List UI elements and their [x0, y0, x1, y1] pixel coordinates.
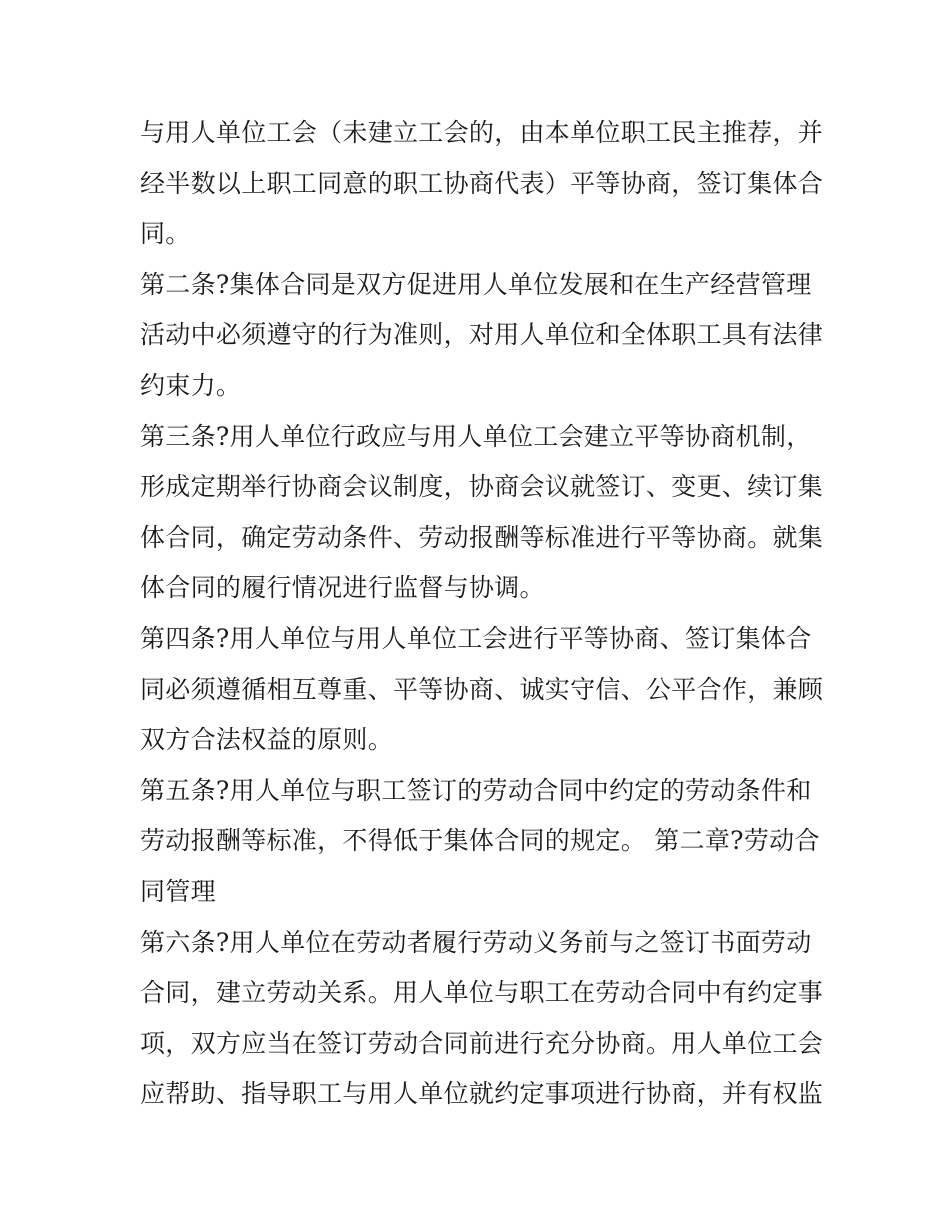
text-line: 合同，建立劳动关系。用人单位与职工在劳动合同中有约定事 [140, 978, 824, 1008]
text-line: 经半数以上职工同意的职工协商代表）平等协商，签订集体合 [140, 168, 824, 198]
text-line: 同。 [140, 219, 191, 249]
text-line: 第六条?用人单位在劳动者履行劳动义务前与之签订书面劳动 [140, 927, 812, 957]
text-line: 劳动报酬等标准，不得低于集体合同的规定。 第二章?劳动合 [140, 826, 820, 856]
text-line: 体合同，确定劳动条件、劳动报酬等标准进行平等协商。就集 [140, 522, 824, 552]
text-line: 约束力。 [140, 370, 242, 400]
text-line: 与用人单位工会（未建立工会的，由本单位职工民主推荐，并 [140, 118, 824, 147]
text-line: 形成定期举行协商会议制度，协商会议就签订、变更、续订集 [140, 472, 824, 502]
text-line: 活动中必须遵守的行为准则，对用人单位和全体职工具有法律 [140, 320, 824, 350]
text-line: 双方合法权益的原则。 [140, 725, 394, 755]
text-line: 应帮助、指导职工与用人单位就约定事项进行协商，并有权监 [140, 1079, 824, 1109]
text-line: 体合同的履行情况进行监督与协调。 [140, 573, 545, 603]
text-line: 项，双方应当在签订劳动合同前进行充分协商。用人单位工会 [140, 1028, 824, 1058]
text-line: 第三条?用人单位行政应与用人单位工会建立平等协商机制， [140, 421, 812, 451]
text-line: 同必须遵循相互尊重、平等协商、诚实守信、公平合作，兼顾 [140, 674, 824, 704]
text-line: 第二条?集体合同是双方促进用人单位发展和在生产经营管理 [140, 269, 812, 299]
text-line: 第四条?用人单位与用人单位工会进行平等协商、签订集体合 [140, 623, 812, 653]
text-line: 第五条?用人单位与职工签订的劳动合同中约定的劳动条件和 [140, 775, 812, 805]
document-body-text [140, 108, 830, 1120]
text-line: 同管理 [140, 876, 216, 906]
